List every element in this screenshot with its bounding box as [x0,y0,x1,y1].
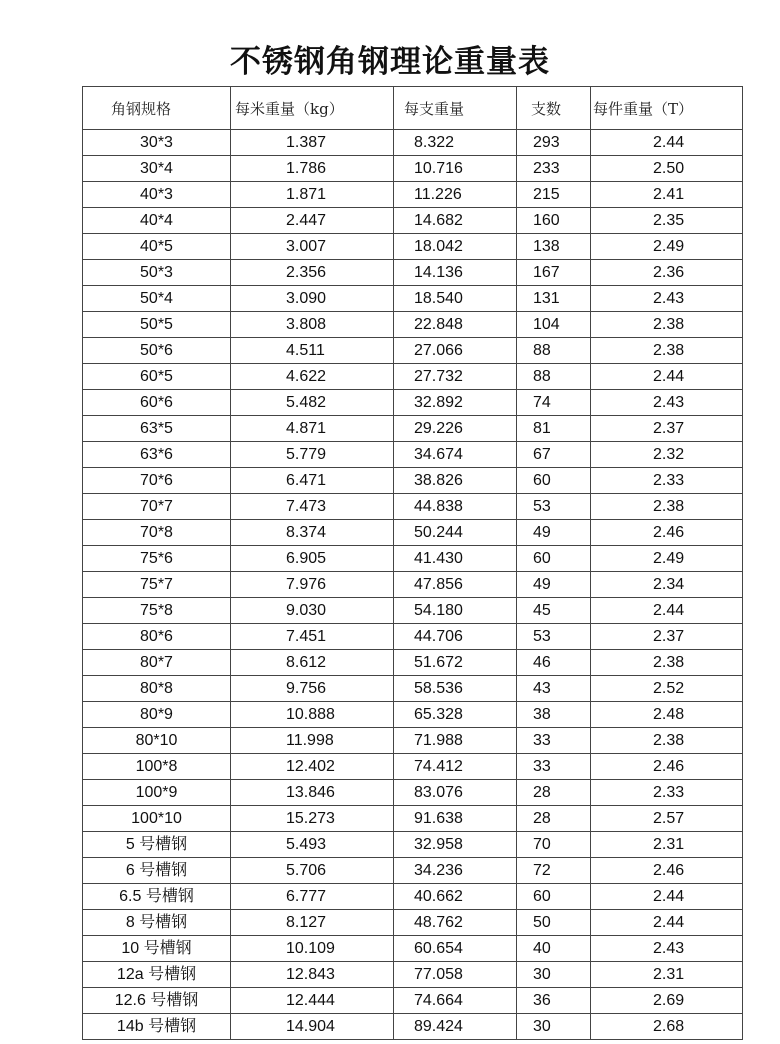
cell-weight-per-meter: 7.473 [231,494,394,520]
cell-weight-per-piece: 14.136 [394,260,517,286]
table-row [83,260,743,286]
cell-spec: 30*4 [83,156,231,182]
cell-weight-per-bundle: 2.68 [591,1014,743,1040]
cell-weight-per-piece: 65.328 [394,702,517,728]
cell-weight-per-piece: 83.076 [394,780,517,806]
table-row [83,936,743,962]
cell-count: 30 [517,1014,591,1040]
cell-count: 70 [517,832,591,858]
cell-spec: 40*3 [83,182,231,208]
cell-weight-per-bundle: 2.44 [591,884,743,910]
cell-weight-per-bundle: 2.49 [591,234,743,260]
cell-weight-per-meter: 3.808 [231,312,394,338]
cell-count: 45 [517,598,591,624]
page-title: 不锈钢角钢理论重量表 [230,44,550,80]
cell-weight-per-piece: 74.412 [394,754,517,780]
header-weight-per-piece: 每支重量 [394,87,517,130]
cell-weight-per-meter: 8.127 [231,910,394,936]
table-row [83,390,743,416]
cell-spec: 70*7 [83,494,231,520]
cell-weight-per-bundle: 2.52 [591,676,743,702]
table-row [83,572,743,598]
cell-spec: 14b 号槽钢 [83,1014,231,1040]
cell-weight-per-meter: 12.402 [231,754,394,780]
cell-weight-per-meter: 8.612 [231,650,394,676]
cell-weight-per-piece: 29.226 [394,416,517,442]
cell-count: 53 [517,624,591,650]
cell-weight-per-bundle: 2.43 [591,936,743,962]
table-row [83,520,743,546]
cell-spec: 63*5 [83,416,231,442]
cell-weight-per-piece: 89.424 [394,1014,517,1040]
cell-spec: 75*7 [83,572,231,598]
cell-weight-per-meter: 9.030 [231,598,394,624]
cell-spec: 12a 号槽钢 [83,962,231,988]
cell-count: 30 [517,962,591,988]
cell-weight-per-bundle: 2.44 [591,130,743,156]
header-weight-per-meter: 每米重量（kg） [231,87,394,130]
cell-spec: 80*8 [83,676,231,702]
cell-spec: 60*6 [83,390,231,416]
cell-weight-per-meter: 10.888 [231,702,394,728]
table-row [83,780,743,806]
cell-count: 38 [517,702,591,728]
cell-weight-per-meter: 4.871 [231,416,394,442]
cell-weight-per-meter: 8.374 [231,520,394,546]
cell-weight-per-bundle: 2.48 [591,702,743,728]
cell-weight-per-meter: 1.786 [231,156,394,182]
cell-weight-per-meter: 11.998 [231,728,394,754]
cell-count: 33 [517,728,591,754]
cell-spec: 70*6 [83,468,231,494]
table-row [83,910,743,936]
cell-weight-per-meter: 3.090 [231,286,394,312]
cell-weight-per-meter: 2.447 [231,208,394,234]
weight-table [82,86,743,1040]
cell-weight-per-meter: 12.843 [231,962,394,988]
cell-spec: 100*8 [83,754,231,780]
cell-weight-per-bundle: 2.33 [591,468,743,494]
cell-count: 293 [517,130,591,156]
table-row [83,416,743,442]
cell-count: 138 [517,234,591,260]
cell-weight-per-bundle: 2.44 [591,364,743,390]
cell-weight-per-bundle: 2.38 [591,338,743,364]
cell-weight-per-meter: 7.976 [231,572,394,598]
cell-count: 49 [517,520,591,546]
cell-spec: 50*6 [83,338,231,364]
cell-count: 72 [517,858,591,884]
cell-count: 33 [517,754,591,780]
cell-weight-per-bundle: 2.38 [591,312,743,338]
cell-weight-per-meter: 14.904 [231,1014,394,1040]
cell-weight-per-piece: 22.848 [394,312,517,338]
cell-weight-per-bundle: 2.38 [591,494,743,520]
cell-spec: 80*10 [83,728,231,754]
cell-weight-per-meter: 2.356 [231,260,394,286]
cell-spec: 100*10 [83,806,231,832]
cell-weight-per-meter: 5.493 [231,832,394,858]
table-row [83,624,743,650]
cell-weight-per-piece: 47.856 [394,572,517,598]
cell-weight-per-piece: 10.716 [394,156,517,182]
cell-weight-per-meter: 1.387 [231,130,394,156]
cell-weight-per-meter: 4.622 [231,364,394,390]
cell-count: 43 [517,676,591,702]
cell-spec: 60*5 [83,364,231,390]
table-row [83,728,743,754]
cell-weight-per-bundle: 2.69 [591,988,743,1014]
table-row [83,546,743,572]
table-row [83,962,743,988]
cell-weight-per-bundle: 2.43 [591,286,743,312]
cell-weight-per-piece: 38.826 [394,468,517,494]
cell-weight-per-piece: 77.058 [394,962,517,988]
cell-weight-per-piece: 71.988 [394,728,517,754]
table-row [83,650,743,676]
cell-weight-per-meter: 10.109 [231,936,394,962]
table-row [83,884,743,910]
table-row [83,832,743,858]
cell-count: 60 [517,884,591,910]
cell-spec: 12.6 号槽钢 [83,988,231,1014]
table-row [83,338,743,364]
cell-weight-per-bundle: 2.34 [591,572,743,598]
cell-weight-per-piece: 51.672 [394,650,517,676]
cell-spec: 30*3 [83,130,231,156]
cell-count: 28 [517,780,591,806]
cell-count: 81 [517,416,591,442]
header-weight-per-bundle: 每件重量（T） [591,87,743,130]
cell-count: 215 [517,182,591,208]
cell-spec: 80*6 [83,624,231,650]
cell-weight-per-piece: 27.732 [394,364,517,390]
cell-weight-per-bundle: 2.44 [591,598,743,624]
cell-count: 67 [517,442,591,468]
cell-spec: 50*3 [83,260,231,286]
cell-weight-per-piece: 91.638 [394,806,517,832]
cell-weight-per-piece: 54.180 [394,598,517,624]
cell-weight-per-piece: 34.674 [394,442,517,468]
cell-weight-per-bundle: 2.38 [591,650,743,676]
cell-weight-per-bundle: 2.49 [591,546,743,572]
table-row [83,1014,743,1040]
cell-count: 167 [517,260,591,286]
cell-weight-per-bundle: 2.31 [591,962,743,988]
cell-weight-per-meter: 6.471 [231,468,394,494]
cell-spec: 6 号槽钢 [83,858,231,884]
cell-count: 49 [517,572,591,598]
header-count: 支数 [517,87,591,130]
cell-count: 60 [517,546,591,572]
table-row [83,182,743,208]
cell-spec: 50*5 [83,312,231,338]
cell-weight-per-bundle: 2.37 [591,416,743,442]
cell-weight-per-bundle: 2.38 [591,728,743,754]
cell-count: 131 [517,286,591,312]
cell-weight-per-piece: 41.430 [394,546,517,572]
cell-weight-per-bundle: 2.41 [591,182,743,208]
cell-weight-per-piece: 18.540 [394,286,517,312]
cell-weight-per-piece: 32.892 [394,390,517,416]
cell-count: 88 [517,364,591,390]
cell-weight-per-piece: 14.682 [394,208,517,234]
cell-spec: 100*9 [83,780,231,806]
cell-weight-per-piece: 58.536 [394,676,517,702]
cell-weight-per-piece: 48.762 [394,910,517,936]
cell-count: 104 [517,312,591,338]
cell-weight-per-meter: 1.871 [231,182,394,208]
cell-spec: 40*4 [83,208,231,234]
cell-count: 60 [517,468,591,494]
table-row [83,130,743,156]
cell-weight-per-bundle: 2.37 [591,624,743,650]
cell-spec: 63*6 [83,442,231,468]
cell-spec: 80*9 [83,702,231,728]
cell-spec: 75*8 [83,598,231,624]
cell-weight-per-bundle: 2.46 [591,754,743,780]
cell-count: 40 [517,936,591,962]
cell-weight-per-piece: 50.244 [394,520,517,546]
cell-count: 233 [517,156,591,182]
cell-weight-per-piece: 74.664 [394,988,517,1014]
table-row [83,702,743,728]
table-row [83,156,743,182]
cell-weight-per-meter: 9.756 [231,676,394,702]
cell-weight-per-meter: 5.779 [231,442,394,468]
cell-weight-per-bundle: 2.36 [591,260,743,286]
table-row [83,468,743,494]
table-row [83,442,743,468]
cell-weight-per-piece: 18.042 [394,234,517,260]
cell-weight-per-piece: 44.838 [394,494,517,520]
table-row [83,988,743,1014]
cell-weight-per-bundle: 2.43 [591,390,743,416]
cell-weight-per-meter: 15.273 [231,806,394,832]
table-row [83,754,743,780]
cell-weight-per-meter: 6.777 [231,884,394,910]
cell-count: 46 [517,650,591,676]
cell-count: 88 [517,338,591,364]
cell-weight-per-piece: 27.066 [394,338,517,364]
cell-weight-per-meter: 7.451 [231,624,394,650]
table-row [83,234,743,260]
table-row [83,806,743,832]
table-row [83,598,743,624]
cell-spec: 80*7 [83,650,231,676]
cell-weight-per-bundle: 2.35 [591,208,743,234]
cell-weight-per-bundle: 2.46 [591,520,743,546]
table-row [83,364,743,390]
cell-weight-per-meter: 6.905 [231,546,394,572]
cell-count: 160 [517,208,591,234]
cell-weight-per-bundle: 2.46 [591,858,743,884]
table-body [83,130,743,1040]
cell-weight-per-meter: 4.511 [231,338,394,364]
cell-spec: 5 号槽钢 [83,832,231,858]
cell-weight-per-piece: 60.654 [394,936,517,962]
cell-spec: 50*4 [83,286,231,312]
cell-weight-per-bundle: 2.31 [591,832,743,858]
cell-spec: 75*6 [83,546,231,572]
cell-weight-per-piece: 8.322 [394,130,517,156]
table-row [83,286,743,312]
cell-weight-per-meter: 5.706 [231,858,394,884]
cell-weight-per-bundle: 2.33 [591,780,743,806]
header-spec: 角钢规格 [83,87,231,130]
table-row [83,208,743,234]
cell-weight-per-bundle: 2.57 [591,806,743,832]
table-row [83,676,743,702]
cell-weight-per-piece: 40.662 [394,884,517,910]
cell-spec: 70*8 [83,520,231,546]
cell-weight-per-meter: 3.007 [231,234,394,260]
cell-weight-per-piece: 11.226 [394,182,517,208]
table-row [83,858,743,884]
cell-weight-per-bundle: 2.50 [591,156,743,182]
table-row [83,312,743,338]
cell-weight-per-bundle: 2.44 [591,910,743,936]
cell-count: 28 [517,806,591,832]
cell-weight-per-piece: 32.958 [394,832,517,858]
cell-weight-per-piece: 34.236 [394,858,517,884]
cell-weight-per-meter: 13.846 [231,780,394,806]
cell-count: 50 [517,910,591,936]
cell-weight-per-piece: 44.706 [394,624,517,650]
header-row [83,87,743,130]
cell-weight-per-meter: 5.482 [231,390,394,416]
cell-spec: 6.5 号槽钢 [83,884,231,910]
cell-count: 36 [517,988,591,1014]
cell-spec: 10 号槽钢 [83,936,231,962]
cell-spec: 8 号槽钢 [83,910,231,936]
table-row [83,494,743,520]
cell-spec: 40*5 [83,234,231,260]
cell-weight-per-bundle: 2.32 [591,442,743,468]
cell-count: 53 [517,494,591,520]
cell-count: 74 [517,390,591,416]
cell-weight-per-meter: 12.444 [231,988,394,1014]
